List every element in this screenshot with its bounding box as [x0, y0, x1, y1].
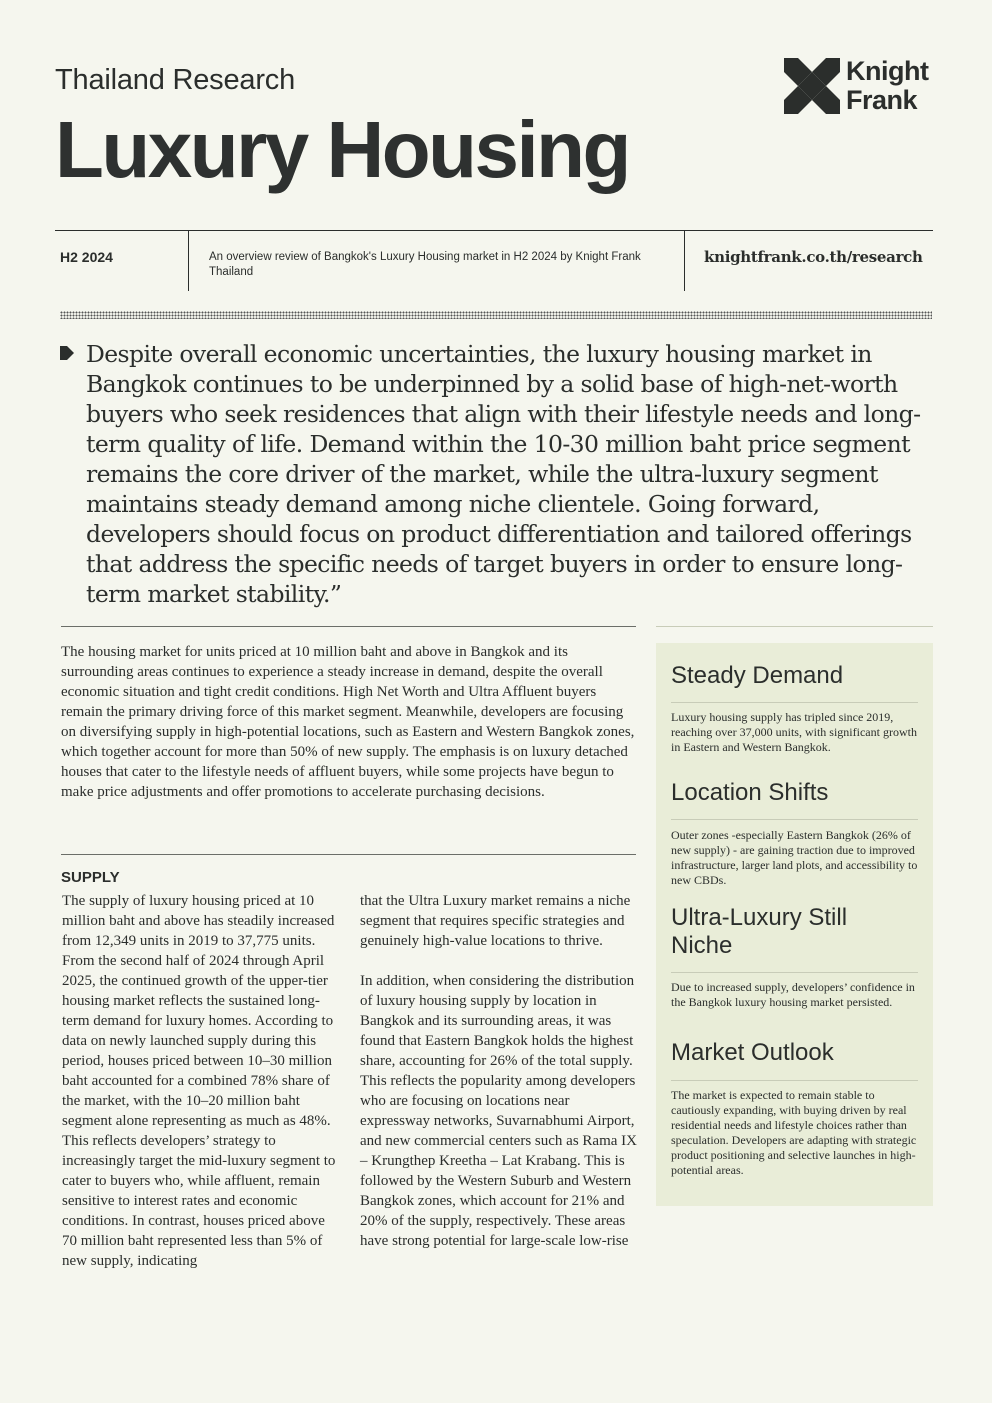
logo-word-frank: Frank: [846, 85, 918, 115]
supply-column-2: [360, 891, 640, 1251]
key-findings-sidebar: [656, 643, 933, 1206]
sidebar-divider: [671, 1080, 918, 1081]
knight-frank-logo[interactable]: [784, 58, 934, 118]
sidebar-divider: [671, 972, 918, 973]
header-divider: [55, 230, 933, 231]
report-description: An overview review of Bangkok's Luxury Housing market in H2 2024 by Knight Frank Thailand: [209, 251, 641, 278]
supply-col2-paragraph-1: that the Ultra Luxury market remains a niche segment that requires specific strategies and genuinely high-value locations to thrive.: [360, 893, 631, 949]
intro-paragraph: The housing market for units priced at 10 million baht and above in Bangkok and its surrounding areas continues to experience a steady increase in demand, despite the overall economic situation and tight credit conditions. High Net Worth and Ultra Affluent buyers remain the primary driving force of this market segment. Meanwhile, developers are focusing on diversifying supply in high-potential locations, such as Eastern and Western Bangkok zones, which together account for more than 50% of new supply. The emphasis is on luxury detached houses that cater to the lifestyle needs of affluent buyers, while some projects have begun to make price adjustments and offer promotions to accelerate purchasing decisions.: [61, 644, 635, 800]
sidebar-text-market-outlook: The market is expected to remain stable to cautiously expanding, with buying driven by real residential needs and lifestyle choices rather than speculation. Developers are adapting with strategic product positioning and selective launches in high-potential areas.: [671, 1088, 917, 1177]
sidebar-heading-market-outlook: Market Outlook: [671, 1039, 834, 1066]
supply-column-1: The supply of luxury housing priced at 10 million baht and above has steadily increased from 12,349 units in 2019 to 37,775 units. From the second half of 2024 through April 2025, the continued growth of the upper-tier housing market reflects the sustained long-term demand for luxury homes. According to data on newly launched supply during this period, houses priced between 10–30 million baht accounted for a combined 78% share of the market, with the 10–20 million baht segment alone representing as much as 48%. This reflects developers’ strategy to increasingly target the mid-luxury segment to cater to buyers who, while affluent, remain sensitive to interest rates and economic conditions. In contrast, houses priced above 70 million baht represented less than 5% of new supply, indicating: [62, 893, 336, 1269]
sidebar-heading-steady-demand: Steady Demand: [671, 662, 844, 689]
logo-mark-icon: [784, 58, 840, 114]
website-link[interactable]: knightfrank.co.th/research: [704, 248, 923, 266]
pull-quote: Despite overall economic uncertainties, the luxury housing market in Bangkok continues to be underpinned by a solid base of high-net-worth buyers who seek residences that align with their lifestyle needs and long-term quality of life. Demand within the 10-30 million baht price segment remains the core driver of the market, while the ultra-luxury segment maintains steady demand among niche clientele. Going forward, developers should focus on product differentiation and tailored offerings that address the specific needs of target buyers in order to ensure long-term market stability.”: [86, 340, 921, 608]
meta-divider-2: [684, 231, 685, 291]
sidebar-heading-ultra-luxury: Ultra-Luxury Still Niche: [671, 904, 848, 959]
report-period: H2 2024: [60, 249, 113, 265]
meta-divider-1: [188, 231, 189, 291]
logo-word-knight: Knight: [846, 56, 929, 86]
sidebar-divider: [671, 819, 918, 820]
sidebar-text-ultra-luxury: Due to increased supply, developers’ confidence in the Bangkok luxury housing market persisted.: [671, 980, 915, 1009]
sidebar-top-divider: [656, 626, 933, 627]
dotted-divider: [60, 311, 932, 319]
report-series: Thailand Research: [55, 64, 296, 96]
quote-bullet-icon: [60, 346, 74, 360]
sidebar-divider: [671, 702, 918, 703]
page-title: Luxury Housing: [55, 105, 629, 194]
section-heading-supply: SUPPLY: [61, 869, 120, 886]
sidebar-text-steady-demand: Luxury housing supply has tripled since 2019, reaching over 37,000 units, with significant growth in Eastern and Western Bangkok.: [671, 710, 917, 754]
intro-top-divider: [61, 626, 636, 627]
supply-col2-paragraph-2: In addition, when considering the distribution of luxury housing supply by location in Bangkok and its surrounding areas, it was found that Eastern Bangkok holds the highest share, accounting for 26% of the total supply. This reflects the popularity among developers who are focusing on locations near expressway networks, Suvarnabhumi Airport, and new commercial centers such as Rama IX – Krungthep Kreetha – Lat Krabang. This is followed by the Western Suburb and Western Bangkok zones, which account for 21% and 20% of the supply, respectively. These areas have strong potential for large-scale low-rise: [360, 973, 637, 1249]
supply-top-divider: [61, 854, 636, 855]
sidebar-text-location-shifts: Outer zones -especially Eastern Bangkok (26% of new supply) - are gaining traction due to improved infrastructure, larger land plots, and accessibility to new CBDs.: [671, 828, 918, 887]
sidebar-heading-location-shifts: Location Shifts: [671, 779, 829, 806]
